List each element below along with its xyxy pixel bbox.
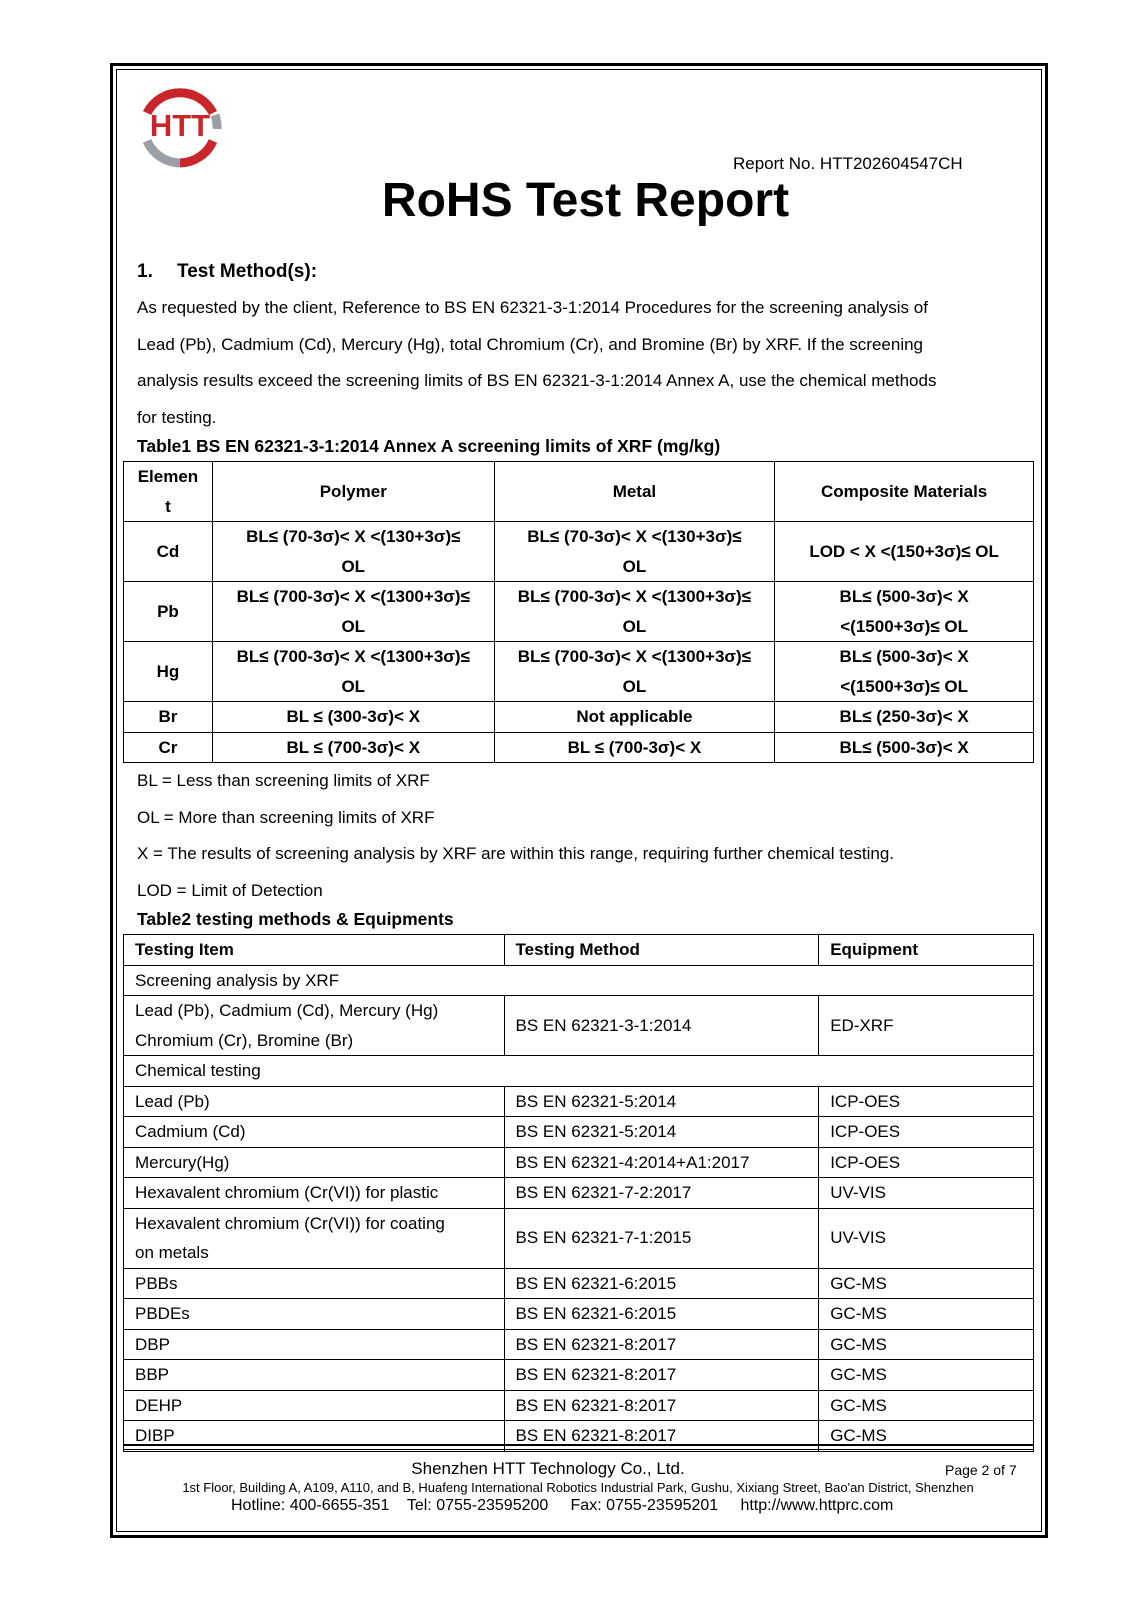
method-cell: BS EN 62321-8:2017 <box>504 1360 819 1391</box>
table2-caption: Table2 testing methods & Equipments <box>137 909 454 929</box>
method-cell: BS EN 62321-8:2017 <box>504 1329 819 1360</box>
section-number: 1. <box>137 261 153 282</box>
composite-cell: LOD < X <(150+3σ)≤ OL <box>775 522 1034 582</box>
intro-line: As requested by the client, Reference to BS EN 62321-3-1:2014 Procedures for the screening analysis of <box>137 298 928 317</box>
equipment-cell: ICP-OES <box>819 1086 1034 1117</box>
polymer-cell: BL ≤ (300-3σ)< X <box>212 702 494 733</box>
header-cell-element: Elemen t <box>124 462 213 522</box>
htt-logo <box>133 79 227 173</box>
page-number: Page 2 of 7 <box>945 1462 1017 1478</box>
equipment-cell: ICP-OES <box>819 1147 1034 1178</box>
footer-website[interactable]: http://www.httprc.com <box>740 1497 894 1514</box>
table-row <box>124 1268 1034 1299</box>
item-cell: DIBP <box>124 1421 505 1452</box>
element-cell: Hg <box>124 642 213 702</box>
section-row-xrf <box>124 965 1034 996</box>
metal-cell: BL ≤ (700-3σ)< X <box>494 732 775 763</box>
table-row <box>124 1086 1034 1117</box>
equipment-cell: GC-MS <box>819 1421 1034 1452</box>
table-row <box>124 1299 1034 1330</box>
header-cell-method: Testing Method <box>504 935 819 966</box>
item-cell: Hexavalent chromium (Cr(VI)) for coating on metals <box>124 1208 505 1268</box>
table-row <box>124 732 1034 763</box>
item-cell: PBBs <box>124 1268 505 1299</box>
composite-cell: BL≤ (500-3σ)< X <box>775 732 1034 763</box>
item-cell: BBP <box>124 1360 505 1391</box>
footer-contacts <box>231 1497 893 1515</box>
section-heading <box>137 261 317 283</box>
report-number: Report No. HTT202604547CH <box>733 154 963 173</box>
table-row <box>124 1178 1034 1209</box>
metal-cell: BL≤ (700-3σ)< X <(1300+3σ)≤ OL <box>494 642 775 702</box>
table-row <box>124 582 1034 642</box>
table-row <box>124 1208 1034 1268</box>
header-cell-polymer: Polymer <box>212 462 494 522</box>
composite-cell: BL≤ (250-3σ)< X <box>775 702 1034 733</box>
section-title: Test Method(s): <box>177 261 318 282</box>
table-row <box>124 1360 1034 1391</box>
polymer-cell: BL≤ (70-3σ)< X <(130+3σ)≤ OL <box>212 522 494 582</box>
section-label: Screening analysis by XRF <box>124 965 1034 996</box>
equipment-cell: GC-MS <box>819 1329 1034 1360</box>
table-row <box>124 1421 1034 1452</box>
polymer-cell: BL ≤ (700-3σ)< X <box>212 732 494 763</box>
footer-divider <box>123 1444 1033 1446</box>
item-cell: PBDEs <box>124 1299 505 1330</box>
item-cell: DEHP <box>124 1390 505 1421</box>
section-label: Chemical testing <box>124 1056 1034 1087</box>
table-row <box>124 996 1034 1056</box>
screening-limits-table <box>123 461 1034 763</box>
intro-paragraph <box>137 290 1027 436</box>
equipment-cell: ICP-OES <box>819 1117 1034 1148</box>
item-cell: Hexavalent chromium (Cr(VI)) for plastic <box>124 1178 505 1209</box>
footer-fax: Fax: 0755-23595201 <box>570 1497 719 1514</box>
item-cell: DBP <box>124 1329 505 1360</box>
method-cell: BS EN 62321-3-1:2014 <box>504 996 819 1056</box>
equipment-cell: GC-MS <box>819 1360 1034 1391</box>
header-cell-composite: Composite Materials <box>775 462 1034 522</box>
table-header-row <box>124 935 1034 966</box>
note-line: LOD = Limit of Detection <box>137 880 323 900</box>
equipment-cell: UV-VIS <box>819 1208 1034 1268</box>
table-row <box>124 1117 1034 1148</box>
note-line: BL = Less than screening limits of XRF <box>137 771 430 790</box>
method-cell: BS EN 62321-5:2014 <box>504 1086 819 1117</box>
item-cell: Lead (Pb) <box>124 1086 505 1117</box>
footer-company: Shenzhen HTT Technology Co., Ltd. <box>411 1459 685 1478</box>
polymer-cell: BL≤ (700-3σ)< X <(1300+3σ)≤ OL <box>212 582 494 642</box>
table-row <box>124 522 1034 582</box>
equipment-cell: GC-MS <box>819 1299 1034 1330</box>
intro-line: for testing. <box>137 407 217 427</box>
note-line: X = The results of screening analysis by XRF are within this range, requiring further chemical testing. <box>137 844 895 864</box>
note-line: OL = More than screening limits of XRF <box>137 807 435 827</box>
element-cell: Cd <box>124 522 213 582</box>
intro-line: Lead (Pb), Cadmium (Cd), Mercury (Hg), total Chromium (Cr), and Bromine (Br) by XRF. If the screening <box>137 334 924 354</box>
method-cell: BS EN 62321-7-1:2015 <box>504 1208 819 1268</box>
footer-divider-thin <box>123 1449 1033 1450</box>
table-row <box>124 642 1034 702</box>
item-cell: Mercury(Hg) <box>124 1147 505 1178</box>
table-row <box>124 1329 1034 1360</box>
metal-cell: Not applicable <box>494 702 775 733</box>
equipment-cell: ED-XRF <box>819 996 1034 1056</box>
metal-cell: BL≤ (700-3σ)< X <(1300+3σ)≤ OL <box>494 582 775 642</box>
table1-caption: Table1 BS EN 62321-3-1:2014 Annex A screening limits of XRF (mg/kg) <box>137 436 721 456</box>
polymer-cell: BL≤ (700-3σ)< X <(1300+3σ)≤ OL <box>212 642 494 702</box>
method-cell: BS EN 62321-8:2017 <box>504 1390 819 1421</box>
table-row <box>124 1390 1034 1421</box>
element-cell: Cr <box>124 732 213 763</box>
method-cell: BS EN 62321-7-2:2017 <box>504 1178 819 1209</box>
item-cell: Cadmium (Cd) <box>124 1117 505 1148</box>
composite-cell: BL≤ (500-3σ)< X <(1500+3σ)≤ OL <box>775 582 1034 642</box>
equipment-cell: GC-MS <box>819 1390 1034 1421</box>
metal-cell: BL≤ (70-3σ)< X <(130+3σ)≤ OL <box>494 522 775 582</box>
section-row-chemical <box>124 1056 1034 1087</box>
table-header-row <box>124 462 1034 522</box>
abbreviation-notes <box>137 763 894 909</box>
method-cell: BS EN 62321-6:2015 <box>504 1268 819 1299</box>
logo-text: HTT <box>149 108 211 143</box>
table-row <box>124 702 1034 733</box>
header-cell-item: Testing Item <box>124 935 505 966</box>
equipment-cell: GC-MS <box>819 1268 1034 1299</box>
method-cell: BS EN 62321-6:2015 <box>504 1299 819 1330</box>
method-cell: BS EN 62321-8:2017 <box>504 1421 819 1452</box>
method-cell: BS EN 62321-4:2014+A1:2017 <box>504 1147 819 1178</box>
page-title: RoHS Test Report <box>381 174 790 227</box>
element-cell: Pb <box>124 582 213 642</box>
table-row <box>124 1147 1034 1178</box>
testing-methods-table <box>123 934 1034 1452</box>
method-cell: BS EN 62321-5:2014 <box>504 1117 819 1148</box>
composite-cell: BL≤ (500-3σ)< X <(1500+3σ)≤ OL <box>775 642 1034 702</box>
equipment-cell: UV-VIS <box>819 1178 1034 1209</box>
item-cell: Lead (Pb), Cadmium (Cd), Mercury (Hg) Chromium (Cr), Bromine (Br) <box>124 996 505 1056</box>
element-cell: Br <box>124 702 213 733</box>
header-cell-equipment: Equipment <box>819 935 1034 966</box>
footer-tel: Tel: 0755-23595200 <box>406 1497 549 1514</box>
header-cell-metal: Metal <box>494 462 775 522</box>
footer-address: 1st Floor, Building A, A109, A110, and B, Huafeng International Robotics Industrial Park, Gushu, Xixiang Street, Bao'an District, Shenzhen <box>182 1480 974 1495</box>
footer-hotline: Hotline: 400-6655-351 <box>231 1497 390 1514</box>
intro-line: analysis results exceed the screening limits of BS EN 62321-3-1:2014 Annex A, use the chemical methods <box>137 371 937 390</box>
